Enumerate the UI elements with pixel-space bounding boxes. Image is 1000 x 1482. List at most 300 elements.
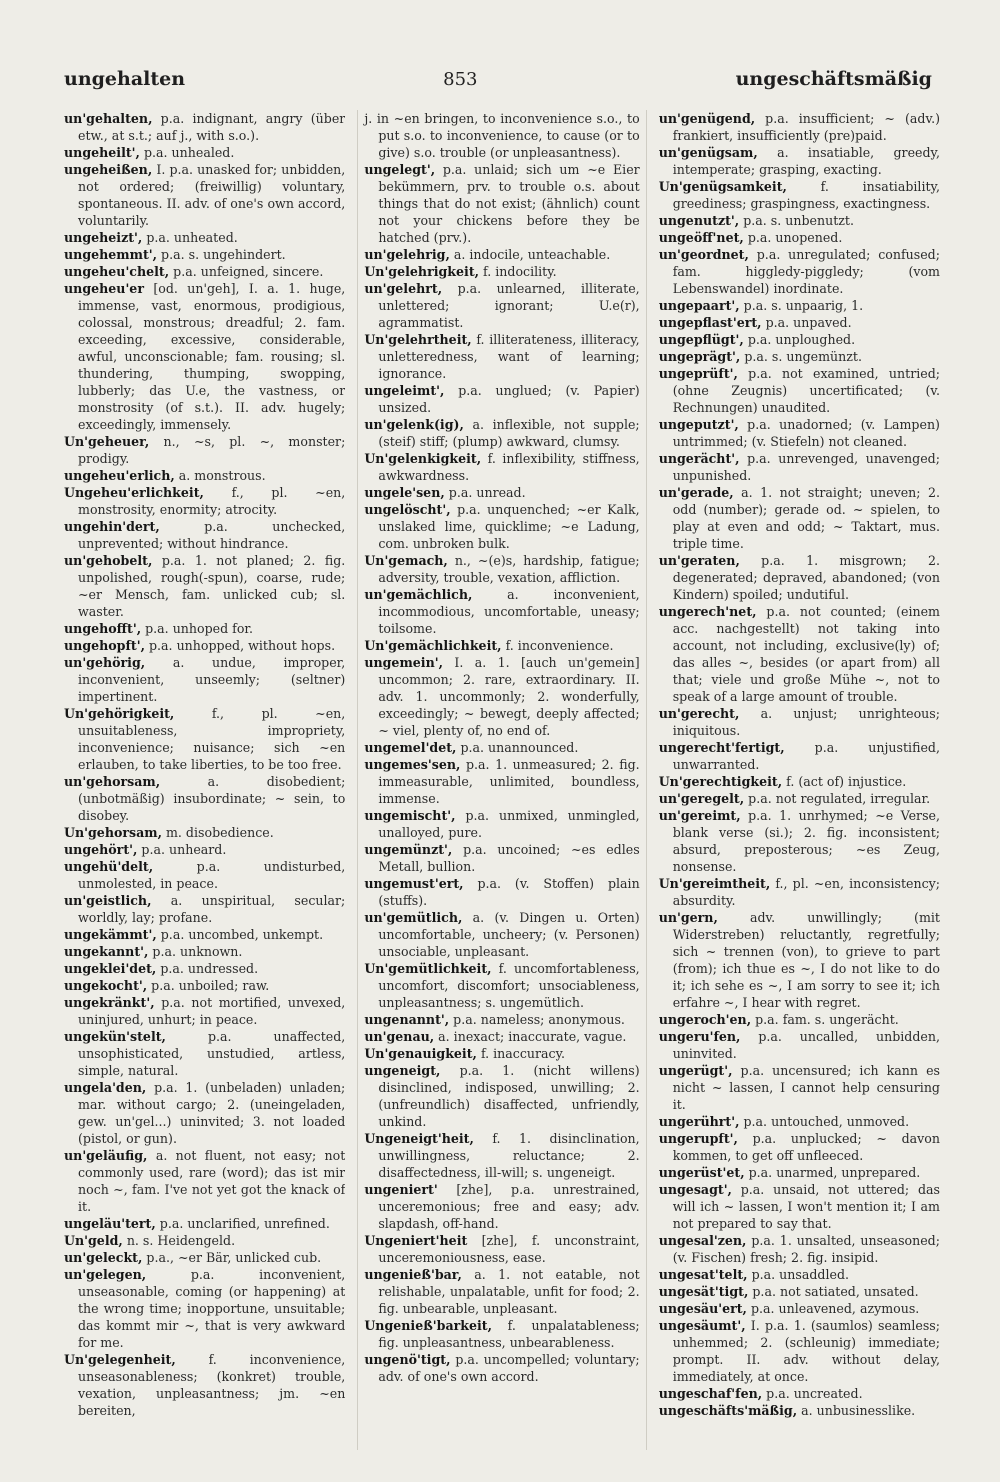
entry-definition: p.a. unhoped for. [145,621,254,636]
entry-headword: Un'gemach, [364,553,448,568]
entry-headword: Un'geheuer, [64,434,150,449]
entry-definition: p.a. unpaved. [765,315,852,330]
entry-definition: f. illiterateness, illiteracy, unletteredness, want of learning; ignorance. [378,332,640,381]
entry-headword: Un'gehorsam, [64,825,162,840]
entry-definition: [zhe], f. unconstraint, unceremoniousness, ease. [378,1233,640,1265]
entry-headword: ungesäumt', [658,1318,746,1333]
entry-definition: n. s. Heidengeld. [126,1233,236,1248]
entry-headword: ungelegt', [364,162,436,177]
dictionary-entry [364,1232,639,1266]
entry-definition: p.a. s. unbenutzt. [743,213,854,228]
dictionary-entry [364,807,639,841]
dictionary-entry [64,892,345,926]
dictionary-entry [64,926,345,943]
entry-headword: ungerührt', [658,1114,740,1129]
entry-definition: p.a. uncombed, unkempt. [160,927,324,942]
entry-definition: p.a. untouched, unmoved. [743,1114,910,1129]
entry-headword: ungepaart', [658,298,740,313]
dictionary-entry [364,841,639,875]
entry-definition: a. inflexible, not supple; (steif) stiff; (plump) awkward, clumsy. [378,417,640,449]
dictionary-entry [64,280,345,433]
entry-definition: I. a. 1. [auch un'gemein] uncommon; 2. rare, extraordinary. II. adv. 1. uncommonly; 2. wonderfully, exceedingly; ~ bewegt, deeply affected; ~ viel, plenty of, no end of. [378,655,640,738]
entry-headword: ungeprüft', [658,366,738,381]
entry-definition: n., ~s, pl. ~, monster; prodigy. [78,434,346,466]
entry-definition: p.a. 1. not planed; 2. fig. unpolished, rough(-spun), coarse, rude; ~er Mensch, fam. unlicked cub; sl. waster. [78,553,346,619]
entry-definition: p.a. unheard. [141,842,227,857]
entry-definition: p.a. insufficient; ~ (adv.) frankiert, insufficiently (pre)paid. [672,111,940,143]
text-columns [64,110,940,1450]
dictionary-entry [64,620,345,637]
entry-headword: ungehopft', [64,638,145,653]
dictionary-entry [659,178,940,212]
dictionary-entry [64,858,345,892]
entry-headword: ungenutzt', [658,213,740,228]
entry-definition: [zhe], p.a. unrestrained, unceremonious; free and easy; adv. slapdash, off-hand. [378,1182,640,1231]
entry-definition: p.a. s. unpaarig, 1. [743,298,864,313]
entry-definition: a. not fluent, not easy; not commonly used, rare (word); das ist mir noch ~, fam. I've not yet got the knack of it. [78,1148,346,1214]
dictionary-entry [659,1181,940,1232]
entry-definition: p.a. unopened. [747,230,843,245]
dictionary-entry [364,161,639,246]
dictionary-entry [364,1351,639,1385]
dictionary-entry [64,1028,345,1079]
entry-headword: Un'gelenkigkeit, [364,451,482,466]
dictionary-entry [364,501,639,552]
entry-headword: ungenieß'bar, [364,1267,462,1282]
dictionary-entry [659,909,940,1011]
entry-definition: p.a. undressed. [160,961,259,976]
entry-definition: p.a. unaffected, unsophisticated, unstudied, artless, simple, natural. [78,1029,346,1078]
entry-definition: a. disobedient; (unbotmäßig) insubordinate; ~ sein, to disobey. [78,774,346,823]
entry-definition: f. indocility. [483,264,557,279]
entry-headword: un'geläufig, [64,1148,148,1163]
dictionary-entry [364,654,639,739]
entry-definition: p.a. unrevenged, unavenged; unpunished. [672,451,940,483]
dictionary-entry [64,263,345,280]
dictionary-entry [364,552,639,586]
dictionary-entry [64,773,345,824]
entry-definition: p.a. unjustified, unwarranted. [672,740,940,772]
entry-definition: p.a. unclarified, unrefined. [159,1216,330,1231]
entry-headword: ungenö'tigt, [364,1352,451,1367]
entry-headword: ungeru'fen, [658,1029,741,1044]
entry-definition: p.a. 1. unsalted, unseasoned; (v. Fischen) fresh; 2. fig. insipid. [672,1233,940,1265]
entry-definition: p.a. unhealed. [143,145,235,160]
entry-headword: Ungeheu'erlichkeit, [64,485,204,500]
entry-headword: ungerech'net, [658,604,757,619]
entry-headword: ungenannt', [364,1012,450,1027]
entry-definition: f. 1. disinclination, unwillingness, reluctance; 2. disaffectedness, ill-will; s. ungeneigt. [378,1131,640,1180]
entry-definition: j. in ~en bringen, to inconvenience s.o., to put s.o. to inconvenience, to cause (or to give) s.o. trouble (or unpleasantness). [364,111,640,160]
dictionary-entry [659,1300,940,1317]
entry-definition: f. uncomfortableness, uncomfort, discomfort; unsociableness, unpleasantness; s. ungemütlich. [378,961,640,1010]
entry-headword: ungeroch'en, [658,1012,752,1027]
entry-headword: un'gehörig, [64,655,146,670]
entry-definition: p.a. unmixed, unmingled, unalloyed, pure. [378,808,640,840]
entry-headword: un'gemütlich, [364,910,463,925]
dictionary-entry [364,1011,639,1028]
entry-definition: p.a. not satiated, unsated. [752,1284,919,1299]
dictionary-entry [64,246,345,263]
entry-headword: Un'gereimtheit, [658,876,771,891]
dictionary-entry [64,960,345,977]
entry-headword: ungeheizt', [64,230,143,245]
dictionary-entry [659,246,940,297]
entry-headword: ungelöscht', [364,502,451,517]
entry-definition: p.a. uncompelled; voluntary; adv. of one's own accord. [378,1352,640,1384]
dictionary-entry [364,756,639,807]
dictionary-entry [659,348,940,365]
entry-headword: ungeheu'chelt, [64,264,170,279]
entry-definition: f. inaccuracy. [480,1046,566,1061]
dictionary-entry [659,1028,940,1062]
entry-definition: f. unpalatableness; fig. unpleasantness, unbearableness. [378,1318,640,1350]
dictionary-entry [64,1232,345,1249]
entry-headword: ungeneigt, [364,1063,441,1078]
entry-definition: f., pl. ~en, monstrosity, enormity; atrocity. [78,485,346,517]
dictionary-entry [659,603,940,705]
entry-definition: p.a. uncoined; ~es edles Metall, bullion. [378,842,640,874]
entry-headword: Un'gelehrtheit, [364,332,472,347]
dictionary-entry [364,637,639,654]
entry-headword: ungemust'ert, [364,876,464,891]
entry-definition: p.a. unglued; (v. Papier) unsized. [378,383,640,415]
entry-headword: ungerügt', [658,1063,733,1078]
dictionary-entry [364,416,639,450]
dictionary-entry [659,1164,940,1181]
dictionary-entry [659,331,940,348]
entry-definition: p.a. unlearned, illiterate, unlettered; ignorant; U.e(r), agrammatist. [378,281,640,330]
entry-definition: a. undue, improper, inconvenient, unseemly; (seltner) impertinent. [78,655,346,704]
entry-definition: f. inflexibility, stiffness, awkwardness. [378,451,640,483]
entry-headword: ungemein', [364,655,443,670]
dictionary-entry [659,1062,940,1113]
entry-headword: un'gehobelt, [64,553,153,568]
entry-definition: [od. un'geh], I. a. 1. huge, immense, vast, enormous, prodigious, colossal, monstrous; dreadful; 2. fam. exceeding, excessive, considerable, awful, unconscionable; fam. rousing; sl. thundering, thumping, swopping, lubberly; das U.e, the vastness, or monstrosity (of s.t.). II. adv. hugely; exceedingly, immensely. [78,281,346,432]
dictionary-entry [64,467,345,484]
entry-headword: un'gelegen, [64,1267,147,1282]
column-middle [357,110,646,1450]
entry-headword: ungerächt', [658,451,740,466]
entry-headword: ungehemmt', [64,247,158,262]
entry-headword: ungesagt', [658,1182,732,1197]
entry-definition: m. disobedience. [165,825,274,840]
dictionary-entry [659,1385,940,1402]
entry-definition: a. unspiritual, secular; worldly, lay; profane. [78,893,346,925]
column-right [659,110,940,1450]
entry-headword: un'gemächlich, [364,587,473,602]
entry-definition: p.a. indignant, angry (über etw., at s.t.; auf j., with s.o.). [78,111,346,143]
dictionary-entry [364,110,639,161]
dictionary-entry [364,1062,639,1130]
entry-headword: un'gern, [658,910,718,925]
dictionary-entry [64,1351,345,1419]
entry-definition: p.a. unchecked, unprevented; without hindrance. [78,519,346,551]
entry-headword: ungeheu'erlich, [64,468,175,483]
entry-headword: ungeschäfts'mäßig, [658,1403,798,1418]
dictionary-entry [659,365,940,416]
entry-definition: f. (act of) injustice. [786,774,907,789]
dictionary-entry [364,1181,639,1232]
entry-headword: ungehofft', [64,621,142,636]
entry-definition: p.a. 1. misgrown; 2. degenerated; depraved, abandoned; (von Kindern) spoiled; undutiful. [672,553,940,602]
entry-headword: un'gehalten, [64,111,153,126]
dictionary-entry [364,246,639,263]
entry-definition: p.a. unplucked; ~ davon kommen, to get off unfleeced. [672,1131,940,1163]
dictionary-entry [64,994,345,1028]
dictionary-entry [659,705,940,739]
entry-headword: ungeklei'det, [64,961,157,976]
entry-definition: a. indocile, unteachable. [453,247,611,262]
entry-definition: p.a. not examined, untried; (ohne Zeugnis) uncertificated; (v. Rechnungen) unaudited. [672,366,940,415]
column-left [64,110,345,1450]
entry-definition: p.a. not regulated, irregular. [748,791,931,806]
entry-headword: un'gelehrig, [364,247,450,262]
dictionary-entry [64,1249,345,1266]
dictionary-entry [364,586,639,637]
dictionary-entry [64,1266,345,1351]
entry-headword: Un'gemütlichkeit, [364,961,492,976]
entry-definition: f. inconvenience, unseasonableness; (konkret) trouble, vexation, unpleasantness; jm. ~en bereiten, [78,1352,346,1418]
entry-definition: a. (v. Dingen u. Orten) uncomfortable, uncheery; (v. Personen) unsociable, unpleasant. [378,910,640,959]
entry-headword: un'geraten, [658,553,740,568]
entry-headword: ungekränkt', [64,995,155,1010]
dictionary-entry [659,110,940,144]
dictionary-entry [64,637,345,654]
dictionary-entry [64,552,345,620]
dictionary-entry [64,161,345,229]
dictionary-entry [64,144,345,161]
dictionary-entry [659,144,940,178]
entry-headword: un'geleckt, [64,1250,143,1265]
entry-headword: ungeläu'tert, [64,1216,156,1231]
entry-definition: p.a. unboiled; raw. [151,978,270,993]
entry-headword: ungeheißen, [64,162,153,177]
entry-definition: I. p.a. unasked for; unbidden, not ordered; (freiwillig) voluntary, spontaneous. II. adv. of one's own accord, voluntarily. [78,162,346,228]
dictionary-entry [659,875,940,909]
entry-headword: un'gelenk(ig), [364,417,464,432]
running-head-left: ungehalten [64,68,186,90]
entry-definition: p.a. s. ungemünzt. [744,349,862,364]
entry-definition: p.a. unannounced. [460,740,579,755]
dictionary-entry [64,518,345,552]
entry-headword: un'gehorsam, [64,774,161,789]
entry-definition: p.a. uncensured; ich kann es nicht ~ lassen, I cannot help censuring it. [672,1063,940,1112]
entry-definition: p.a. unfeigned, sincere. [173,264,324,279]
dictionary-entry [364,909,639,960]
dictionary-entry [659,1283,940,1300]
page-number: 853 [443,68,478,90]
entry-definition: a. inconvenient, incommodious, uncomfortable, uneasy; toilsome. [378,587,640,636]
entry-headword: ungehin'dert, [64,519,160,534]
entry-definition: p.a. 1. (unbeladen) unladen; mar. without cargo; 2. (uneingeladen, gew. un'gel...) uninvited; 3. not loaded (pistol, or gun). [78,1080,346,1146]
entry-definition: a. unbusinesslike. [801,1403,916,1418]
dictionary-entry [64,654,345,705]
dictionary-entry [364,382,639,416]
dictionary-entry [64,705,345,773]
entry-definition: p.a. s. ungehindert. [161,247,286,262]
dictionary-entry [364,1266,639,1317]
dictionary-entry [659,1266,940,1283]
dictionary-entry [364,280,639,331]
entry-headword: Un'gelehrigkeit, [364,264,480,279]
entry-headword: ungekün'stelt, [64,1029,166,1044]
entry-definition: p.a. unknown. [152,944,243,959]
entry-headword: Un'gemächlichkeit, [364,638,502,653]
entry-definition: p.a. unleavened, azymous. [750,1301,920,1316]
entry-headword: un'genügend, [658,111,756,126]
entry-definition: p.a. uncalled, unbidden, uninvited. [672,1029,940,1061]
entry-headword: ungemischt', [364,808,456,823]
running-head [64,66,932,92]
entry-definition: p.a. unquenched; ~er Kalk, unslaked lime, quicklime; ~e Ladung, com. unbroken bulk. [378,502,640,551]
entry-headword: ungele'sen, [364,485,445,500]
dictionary-entry [364,1317,639,1351]
entry-headword: ungeheilt', [64,145,140,160]
dictionary-entry [659,450,940,484]
dictionary-entry [64,1147,345,1215]
entry-definition: f., pl. ~en, inconsistency; absurdity. [672,876,940,908]
entry-headword: ungekocht', [64,978,148,993]
entry-definition: p.a. undisturbed, unmolested, in peace. [78,859,346,891]
entry-definition: p.a. fam. s. ungerächt. [755,1012,899,1027]
entry-headword: ungekämmt', [64,927,157,942]
entry-headword: ungeschaf'fen, [658,1386,763,1401]
dictionary-entry [64,433,345,467]
entry-headword: ungehört', [64,842,138,857]
entry-headword: ungemes'sen, [364,757,461,772]
entry-definition: adv. unwillingly; (mit Widerstreben) reluctantly, regretfully; sich ~ trennen (von), to grieve to part (from); ich thue es ~, I do not like to do it; ich sehe es ~, I am sorry to see it; ich erfahre ~, I hear with regret. [672,910,940,1010]
entry-definition: p.a. unsaid, not uttered; das will ich ~ lassen, I won't mention it; I am not prepared to say that. [672,1182,940,1231]
entry-definition: I. p.a. 1. (saumlos) seamless; unhemmed; 2. (schleunig) immediate; prompt. II. adv. without delay, immediately, at once. [672,1318,940,1384]
entry-headword: ungesät'tigt, [658,1284,749,1299]
entry-definition: a. monstrous. [178,468,266,483]
entry-headword: un'gerade, [658,485,734,500]
entry-headword: ungeputzt', [658,417,739,432]
entry-headword: un'gerecht, [658,706,740,721]
dictionary-entry [64,110,345,144]
entry-definition: p.a. unarmed, unprepared. [748,1165,921,1180]
entry-definition: p.a. uncreated. [766,1386,863,1401]
entry-headword: Ungeneigt'heit, [364,1131,474,1146]
entry-definition: p.a. inconvenient, unseasonable, coming (or happening) at the wrong time; inopportune, unsuitable; das kommt mir ~, that is very awkward for me. [78,1267,346,1350]
dictionary-entry [659,807,940,875]
running-head-right: ungeschäftsmäßig [735,68,932,90]
entry-headword: ungesat'telt, [658,1267,748,1282]
entry-headword: ungesäu'ert, [658,1301,747,1316]
entry-headword: ungemünzt', [364,842,453,857]
entry-definition: p.a. unread. [448,485,526,500]
dictionary-entry [659,1402,940,1419]
entry-definition: p.a. 1. (nicht willens) disinclined, indisposed, unwilling; 2. (unfreundlich) disaffected, unfriendly, unkind. [378,1063,640,1129]
entry-definition: n., ~(e)s, hardship, fatigue; adversity, trouble, vexation, affliction. [378,553,640,585]
entry-headword: Un'gerechtigkeit, [658,774,783,789]
dictionary-entry [364,875,639,909]
entry-headword: ungeöff'net, [658,230,744,245]
dictionary-entry [659,1232,940,1266]
dictionary-entry [659,1317,940,1385]
entry-headword: un'geistlich, [64,893,152,908]
entry-definition: f. insatiability, greediness; graspingness, exactingness. [672,179,940,211]
entry-headword: ungerüst'et, [658,1165,745,1180]
entry-headword: Ungenieß'barkeit, [364,1318,492,1333]
entry-definition: p.a. unadorned; (v. Lampen) untrimmed; (v. Stiefeln) not cleaned. [672,417,940,449]
dictionary-entry [364,484,639,501]
entry-headword: ungeleimt', [364,383,445,398]
dictionary-entry [659,297,940,314]
dictionary-entry [64,977,345,994]
entry-headword: Un'gehörigkeit, [64,706,175,721]
entry-definition: p.a. not counted; (einem acc. nachgestellt) not taking into account, not including, exclusive(ly) of; das alles ~, besides (or apart from) all that; viele und große Mühe ~, not to speak of a large amount of trouble. [672,604,940,704]
dictionary-entry [364,739,639,756]
entry-definition: p.a. 1. unmeasured; 2. fig. immeasurable, unlimited, boundless, immense. [378,757,640,806]
dictionary-entry [659,739,940,773]
entry-headword: Un'genügsamkeit, [658,179,787,194]
entry-headword: Un'gelegenheit, [64,1352,176,1367]
entry-definition: p.a. 1. unrhymed; ~e Verse, blank verse (si.); 2. fig. inconsistent; absurd, preposterous; ~es Zeug, nonsense. [672,808,940,874]
dictionary-entry [364,960,639,1011]
dictionary-entry [659,314,940,331]
dictionary-entry [659,484,940,552]
entry-headword: un'genau, [364,1029,435,1044]
entry-definition: p.a. not mortified, unvexed, uninjured, unhurt; in peace. [78,995,346,1027]
dictionary-entry [659,212,940,229]
entry-headword: ungeprägt', [658,349,741,364]
entry-definition: p.a. unheated. [146,230,238,245]
dictionary-entry [64,824,345,841]
dictionary-entry [364,450,639,484]
entry-headword: ungerupft', [658,1131,738,1146]
entry-definition: p.a. unlaid; sich um ~e Eier bekümmern, prv. to trouble o.s. about things that do not exist; (ähnlich) count not your chickens before they be hatched (prv.). [378,162,640,245]
entry-headword: un'genügsam, [658,145,758,160]
dictionary-entry [64,841,345,858]
entry-definition: a. inexact; inaccurate, vague. [438,1029,627,1044]
entry-definition: f. inconvenience. [505,638,614,653]
entry-headword: ungehü'delt, [64,859,154,874]
entry-definition: a. unjust; unrighteous; iniquitous. [672,706,940,738]
entry-headword: ungeniert' [364,1182,438,1197]
entry-headword: un'gereimt, [658,808,741,823]
entry-headword: ungeheu'er [64,281,144,296]
entry-definition: a. 1. not eatable, not relishable, unpalatable, unfit for food; 2. fig. unbearable, unpleasant. [378,1267,640,1316]
entry-definition: p.a. nameless; anonymous. [453,1012,625,1027]
dictionary-entry [364,263,639,280]
entry-headword: ungepflast'ert, [658,315,762,330]
entry-definition: p.a., ~er Bär, unlicked cub. [146,1250,322,1265]
entry-definition: a. 1. not straight; uneven; 2. odd (number); gerade od. ~ spielen, to play at even and odd; ~ Taktart, mus. triple time. [672,485,940,551]
entry-headword: ungekannt', [64,944,149,959]
entry-headword: un'geregelt, [658,791,745,806]
entry-definition: p.a. unploughed. [747,332,856,347]
dictionary-entry [659,1011,940,1028]
entry-headword: Un'genauigkeit, [364,1046,477,1061]
dictionary-entry [64,484,345,518]
entry-definition: p.a. unhopped, without hops. [148,638,336,653]
dictionary-entry [64,1079,345,1147]
entry-headword: Un'geld, [64,1233,123,1248]
dictionary-entry [364,1045,639,1062]
entry-headword: ungela'den, [64,1080,147,1095]
entry-definition: f., pl. ~en, unsuitableness, impropriety, inconvenience; nuisance; sich ~en erlauben, to take liberties, to be too free. [78,706,346,772]
entry-headword: ungepflügt', [658,332,744,347]
entry-headword: un'geordnet, [658,247,749,262]
entry-definition: p.a. unregulated; confused; fam. higgledy-piggledy; (vom Lebenswandel) inordinate. [672,247,940,296]
entry-headword: ungesal'zen, [658,1233,747,1248]
entry-definition: p.a. unsaddled. [751,1267,850,1282]
entry-headword: Ungeniert'heit [364,1233,468,1248]
dictionary-entry [64,1215,345,1232]
dictionary-entry [364,1028,639,1045]
